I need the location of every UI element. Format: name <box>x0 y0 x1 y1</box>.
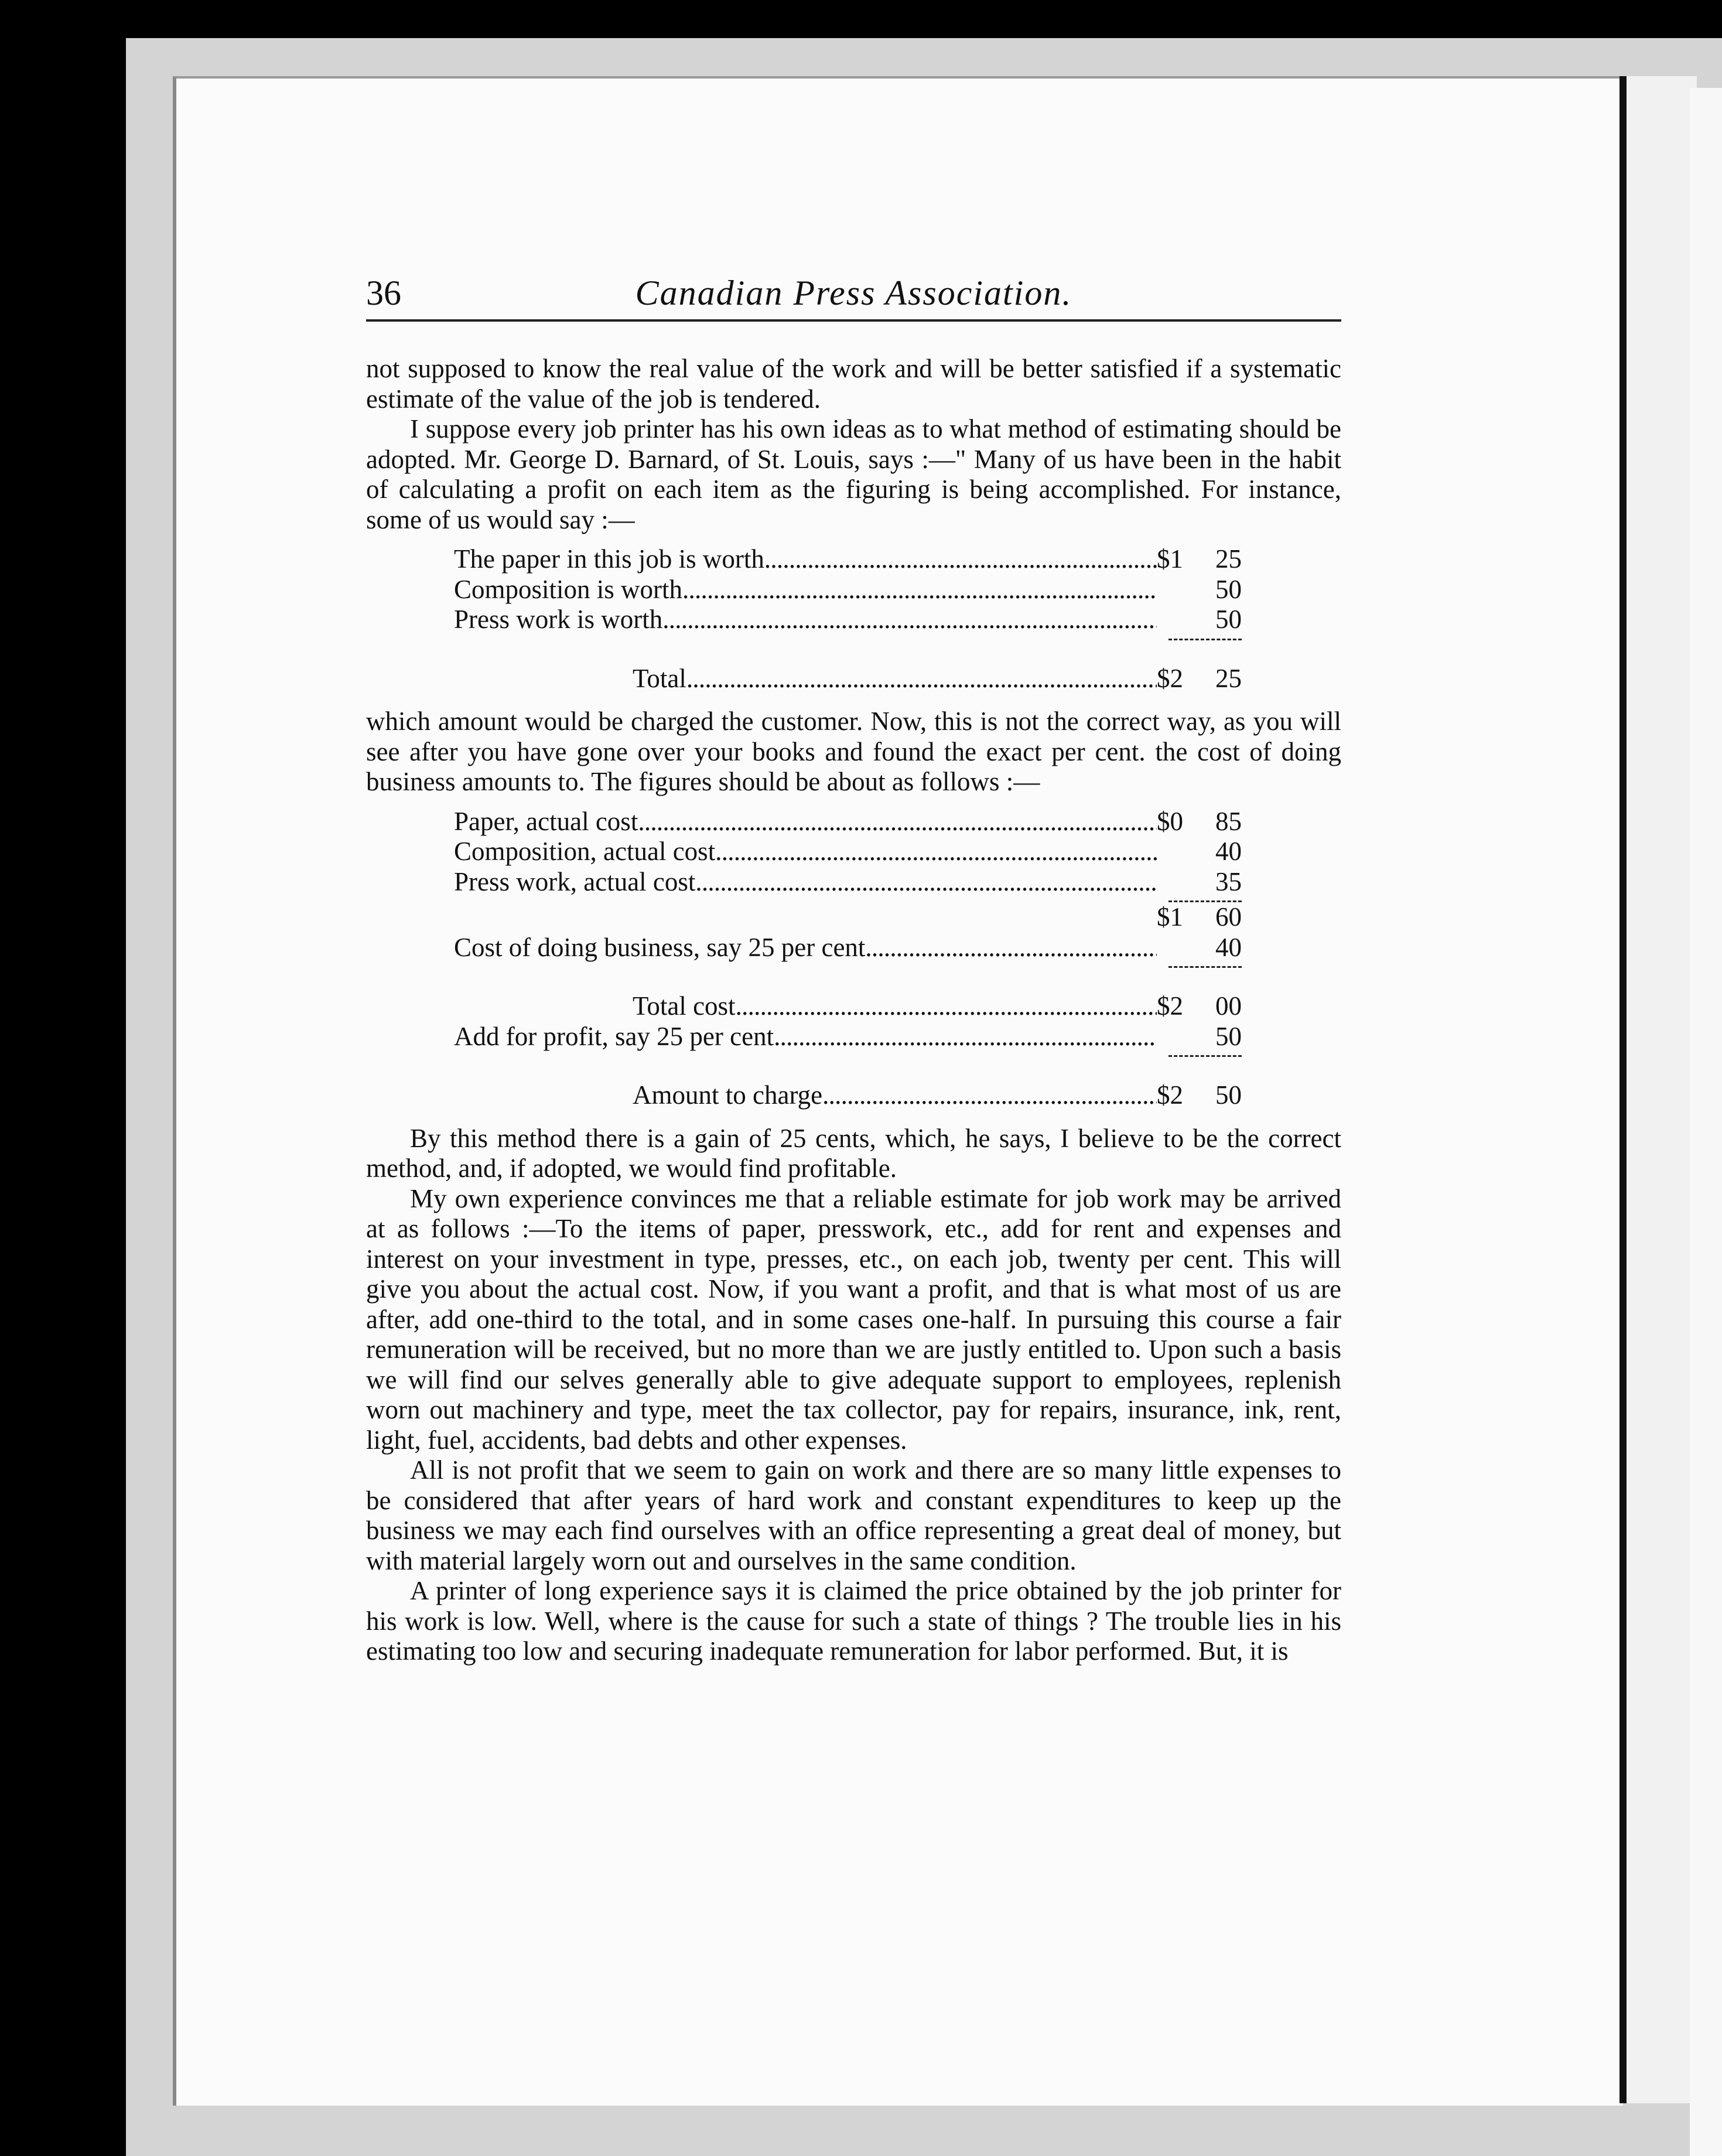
row-amount: $0 85 <box>1157 806 1242 836</box>
leader-dots <box>695 867 1157 898</box>
row-label: Amount to charge <box>633 1080 823 1110</box>
row-label: Total cost <box>633 991 736 1021</box>
estimate-total-cost-row <box>454 991 1242 1022</box>
estimate-total-row <box>454 664 1242 694</box>
row-amount: $2 00 <box>1157 991 1242 1021</box>
estimate-row <box>454 544 1242 575</box>
estimate-row <box>454 575 1242 605</box>
paragraph: By this method there is a gain of 25 cents, which, he says, I believe to be the correct method, and, if adopted, we would find profitable. <box>366 1123 1341 1183</box>
paragraph: All is not profit that we seem to gain on work and there are so many little expenses to be considered that after years of hard work and constant expenditures to keep up the business we may each find ourselves with an office representing a great deal of money, but with material largely worn out and ourselves in the same condition. <box>366 1455 1341 1575</box>
row-amount: $2 25 <box>1157 663 1242 693</box>
book-spine <box>1620 76 1697 2103</box>
row-label: Composition, actual cost <box>454 837 716 866</box>
leader-dots <box>822 1080 1157 1111</box>
estimate-row <box>454 933 1242 963</box>
row-amount: 40 <box>1215 837 1242 866</box>
row-amount: 40 <box>1215 932 1242 962</box>
row-amount: $1 60 <box>1157 902 1242 932</box>
row-label: Press work is worth <box>454 605 663 634</box>
estimate-row <box>454 867 1242 898</box>
facing-page-edge <box>1690 88 1722 2156</box>
row-amount: $1 25 <box>1157 544 1242 574</box>
page-header <box>366 267 1341 322</box>
paragraph: I suppose every job printer has his own ideas as to what method of estimating should be adopted. Mr. George D. Barnard, of St. Louis, says :—" Many of us have been in the habit of calculating a profit on each item as the figuring is being accomplished. For instance, some of us would say :— <box>366 414 1341 534</box>
leader-dots <box>662 605 1157 635</box>
row-label: Total <box>633 663 686 693</box>
estimate-table-2 <box>454 807 1242 1111</box>
paragraph: A printer of long experience says it is claimed the price obtained by the job printer for his work is low. Well, where is the cause for such a state of things ? The trouble lies in his estimating too low and securing inadequate remuneration for labor performed. But, it is <box>366 1576 1341 1666</box>
page-content <box>366 267 1341 1667</box>
paragraph: which amount would be charged the customer. Now, this is not the correct way, as you will see after you have gone over your books and found the exact per cent. the cost of doing business amounts to. The figures should be about as follows :— <box>366 707 1341 796</box>
paragraph: not supposed to know the real value of the work and will be better satisfied if a systematic estimate of the value of the job is tendered. <box>366 354 1341 414</box>
sum-rule <box>1168 639 1242 640</box>
paragraph: My own experience convinces me that a reliable estimate for job work may be arrived at as follows :—To the items of paper, presswork, etc., add for rent and expenses and interest on your investment in type, presses, etc., on each job, twenty per cent. This will give you about the actual cost. Now, if you want a profit, and that is what most of us are after, add one-third to the total, and in some cases one-half. In pursuing this course a fair remuneration will be received, but no more than we are justly entitled to. Upon such a basis we will find our selves generally able to give adequate support to employees, replenish worn out machinery and type, meet the tax collector, pay for repairs, insurance, ink, rent, light, fuel, accidents, bad debts and other expenses. <box>366 1183 1341 1455</box>
estimate-row <box>454 1022 1242 1052</box>
leader-dots <box>638 807 1157 837</box>
estimate-subtotal-row <box>454 902 1242 933</box>
leader-dots <box>764 544 1157 575</box>
body-text <box>366 354 1341 1667</box>
sum-rule <box>1168 966 1242 968</box>
leader-dots <box>686 664 1157 694</box>
leader-dots <box>736 991 1157 1022</box>
row-label: Press work, actual cost <box>454 867 696 896</box>
row-amount: $2 50 <box>1157 1080 1242 1110</box>
row-label: Composition is worth <box>454 574 683 604</box>
estimate-row <box>454 807 1242 837</box>
row-label: Add for profit, say 25 per cent <box>454 1021 774 1051</box>
row-label: Paper, actual cost <box>454 806 638 836</box>
leader-dots <box>715 837 1157 867</box>
leader-dots <box>774 1022 1157 1052</box>
leader-dots <box>682 575 1157 605</box>
estimate-row <box>454 605 1242 635</box>
estimate-amount-row <box>454 1080 1242 1111</box>
row-amount: 50 <box>1215 1021 1242 1051</box>
row-amount: 50 <box>1215 605 1242 634</box>
estimate-row <box>454 837 1242 867</box>
row-amount: 35 <box>1215 867 1242 896</box>
estimate-table-1 <box>454 544 1242 694</box>
row-amount: 50 <box>1215 574 1242 604</box>
sum-rule <box>1168 1055 1242 1057</box>
leader-dots <box>865 933 1157 963</box>
row-label: The paper in this job is worth <box>454 544 764 574</box>
row-label: Cost of doing business, say 25 per cent <box>454 932 866 962</box>
running-title: Canadian Press Association. <box>635 274 1072 312</box>
page-number: 36 <box>366 274 401 312</box>
